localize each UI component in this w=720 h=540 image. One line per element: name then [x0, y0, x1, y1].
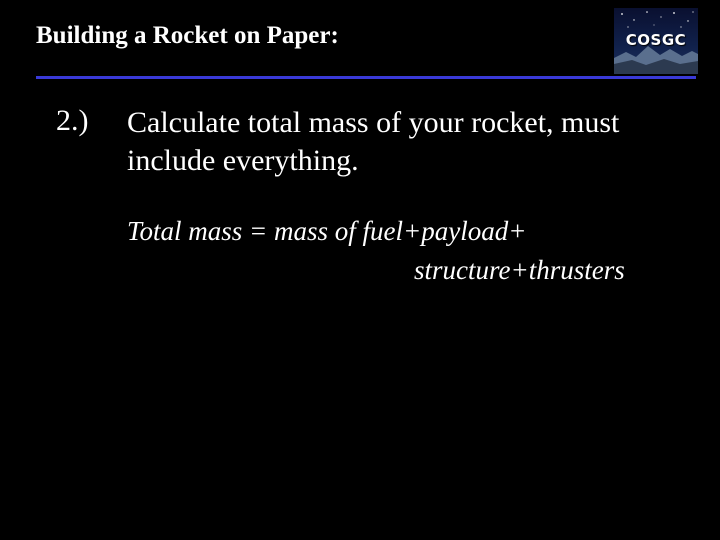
slide-title: Building a Rocket on Paper: — [36, 22, 339, 49]
title-divider — [36, 76, 696, 79]
formula-line-1: Total mass = mass of fuel+payload+ — [127, 216, 527, 246]
logo-text: COSGC — [625, 31, 687, 49]
formula-line-2: structure+thrusters — [414, 255, 625, 285]
list-item-text: Calculate total mass of your rocket, must include everything. — [127, 106, 620, 177]
list-item-number: 2.) — [56, 104, 89, 137]
cosgc-logo — [614, 8, 698, 74]
